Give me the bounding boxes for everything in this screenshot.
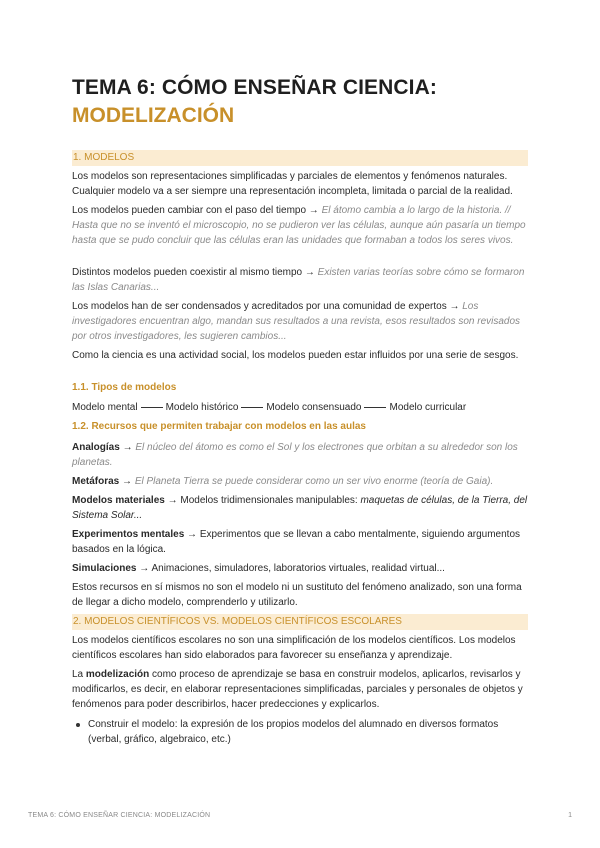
title-line-1: TEMA 6: CÓMO ENSEÑAR CIENCIA: [72,76,437,99]
example-text: El Planeta Tierra se puede considerar como un ser vivo enorme (teoría de Gaia). [134,476,494,487]
resource-term: Modelos materiales [72,495,165,506]
example-text: El núcleo del átomo es como el Sol y los electrones que orbitan a su alrededor son los planetas. [72,442,518,468]
model-type: Modelo curricular [389,402,467,413]
model-type: Modelo mental [72,402,138,413]
resource-simulaciones [72,561,530,576]
section-heading-escolares: 2. MODELOS CIENTÍFICOS VS. MODELOS CIENTÍFICOS ESCOLARES [72,614,528,630]
resource-metaforas: Metáforas → El Planeta Tierra se puede considerar como un ser vivo enorme (teoría de Gaia). [72,476,494,487]
resource-term: Experimentos mentales [72,529,185,540]
connector-line [241,407,263,408]
paragraph-change-over-time [72,203,530,248]
paragraph-escolares: Los modelos científicos escolares no son una simplificación de los modelos científicos. Los modelos científicos escolares han sido elaborados para favorecer su enseñanza y aprendizaje. [72,635,516,661]
paragraph-coexist [72,265,530,295]
example-text: Los investigadores encuentran algo, mandan sus resultados a una revista, esos resultados son revisados por otros investigadores, les sugieren cambios... [72,301,521,342]
model-type: Modelo consensuado [266,402,362,413]
resource-experimentos [72,527,530,557]
bold-term: modelización [85,669,150,680]
paragraph-text: La [72,669,86,680]
subsection-heading-recursos: 1.2. Recursos que permiten trabajar con modelos en las aulas [72,421,366,432]
paragraph-text: Los modelos pueden cambiar con el paso del tiempo → [72,205,322,216]
resource-desc: → Animaciones, simuladores, laboratorios virtuales, realidad virtual... [136,563,445,574]
paragraph-definition: Los modelos son representaciones simplificadas y parciales de elementos y fenómenos naturales. Cualquier modelo va a ser siempre una representación incompleta, limitada o parcial de la realidad. [72,171,513,197]
page-number: 1 [568,812,572,819]
paragraph-text: Distintos modelos pueden coexistir al mismo tiempo → [72,267,318,278]
list-item [76,717,528,747]
title-line-2: MODELIZACIÓN [72,104,235,127]
resource-desc: → Modelos tridimensionales manipulables: [164,495,361,506]
paragraph-text: como proceso de aprendizaje se basa en construir modelos, aplicarlos, revisarlos y modificarlos, es decir, en elaborar representaciones simplificadas, parciales y personales de objetos y fenómenos para poder describirlos, hacer predecciones y explicarlos. [72,669,523,710]
connector-line [364,407,386,408]
resource-desc: → Experimentos que se llevan a cabo mentalmente, siguiendo argumentos basados en la lógica. [72,529,521,555]
example-text: El átomo cambia a lo largo de la historia. // Hasta que no se inventó el microscopio, no se pudieron ver las células, aunque aún pasaría un tiempo hasta que se pudo concluir que las células eran las unidades que formaban a todos los seres vivos. [72,205,526,246]
model-type: Modelo histórico [165,402,239,413]
resource-analogias: Analogías → El núcleo del átomo es como el Sol y los electrones que orbitan a su alrededor son los planetas. [72,442,518,468]
paragraph-recursos-closing: Estos recursos en sí mismos no son el modelo ni un sustituto del fenómeno analizado, son una forma de llegar a dicho modelo, comprenderlo y utilizarlo. [72,582,522,608]
resource-term: Analogías [72,442,120,453]
resource-term: Simulaciones [72,563,137,574]
paragraph-text: Los modelos han de ser condensados y acreditados por una comunidad de expertos → [72,301,463,312]
connector-line [141,407,163,408]
example-text: maquetas de células, de la Tierra, del Sistema Solar... [72,495,528,521]
section-heading-modelos: 1. MODELOS [72,150,528,166]
list-item-text: Construir el modelo: la expresión de los propios modelos del alumnado en diversos formatos (verbal, gráfico, algebraico, etc.) [88,719,499,745]
paragraph-experts [72,299,530,344]
bullet-icon [76,723,80,727]
paragraph-social: Como la ciencia es una actividad social, los modelos pueden estar influidos por una serie de sesgos. [72,350,519,361]
model-types-chain [72,402,466,413]
resource-term: Metáforas [72,476,120,487]
footer-title: TEMA 6: CÓMO ENSEÑAR CIENCIA: MODELIZACIÓN [28,812,211,819]
example-text: Existen varias teorías sobre cómo se formaron las Islas Canarias... [72,267,525,293]
paragraph-modelizacion [72,667,530,712]
resource-materiales [72,493,530,523]
subsection-heading-tipos: 1.1. Tipos de modelos [72,382,177,393]
